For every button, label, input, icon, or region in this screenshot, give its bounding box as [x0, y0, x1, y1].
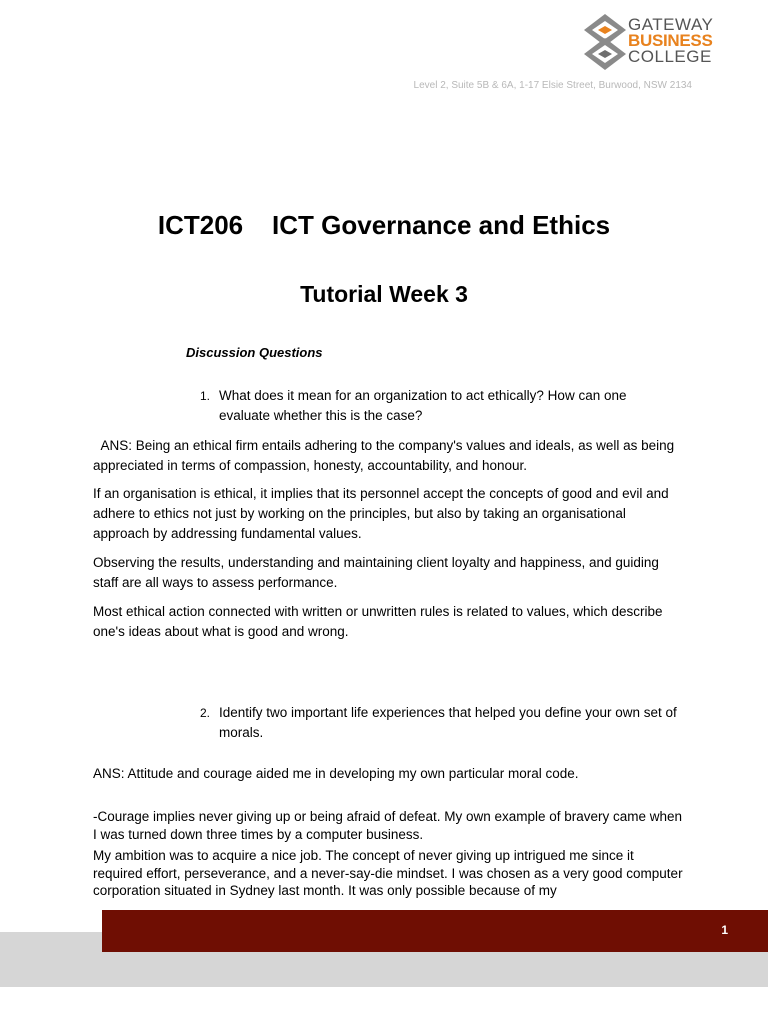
logo-text-college: COLLEGE	[628, 47, 712, 66]
logo-text-business: BUSINESS	[628, 31, 713, 50]
section-heading: Discussion Questions	[186, 345, 323, 360]
answer-2-paragraph-1: ANS: Attitude and courage aided me in developing my own particular moral code.	[93, 766, 579, 781]
answer-1-paragraph-3: Observing the results, understanding and maintaining client loyalty and happiness, and guiding staff are all ways to assess performance.	[93, 555, 659, 590]
answer-1-paragraph-2: If an organisation is ethical, it implies that its personnel accept the concepts of good and evil and adhere to ethics not just by working on the principles, but also by taking an organisational approach by addressing fundamental values.	[93, 486, 669, 541]
logo-mark-icon	[582, 12, 628, 74]
footer-red-band	[102, 910, 768, 952]
answer-1-paragraph-4: Most ethical action connected with written or unwritten rules is related to values, which describe one's ideas about what is good and wrong.	[93, 604, 663, 639]
document-subtitle: Tutorial Week 3	[300, 281, 468, 307]
question-text: What does it mean for an organization to act ethically? How can one evaluate whether this is the case?	[219, 388, 627, 423]
question-number: 2.	[200, 706, 211, 720]
logo-text-gateway: GATEWAY	[628, 15, 714, 34]
answer-2-paragraph-3: My ambition was to acquire a nice job. The concept of never giving up intrigued me since it required effort, perseverance, and a never-say-die mindset. I was chosen as a very good computer corporation situated in Sydney last month. It was only possible because of my	[93, 848, 683, 898]
question-number: 1.	[200, 389, 211, 403]
question-text: Identify two important life experiences that helped you define your own set of morals.	[219, 705, 677, 740]
document-title: ICT206 ICT Governance and Ethics	[157, 210, 611, 240]
answer-2-paragraph-2: -Courage implies never giving up or being afraid of defeat. My own example of bravery came when I was turned down three times by a computer business.	[93, 809, 683, 842]
college-logo	[582, 12, 714, 74]
page-number: 1	[721, 923, 728, 937]
answer-1-paragraph-1: ANS: Being an ethical firm entails adhering to the company's values and ideals, as well as being appreciated in terms of compassion, honesty, accountability, and honour.	[93, 438, 678, 473]
college-address: Level 2, Suite 5B & 6A, 1-17 Elsie Street, Burwood, NSW 2134	[413, 80, 692, 91]
